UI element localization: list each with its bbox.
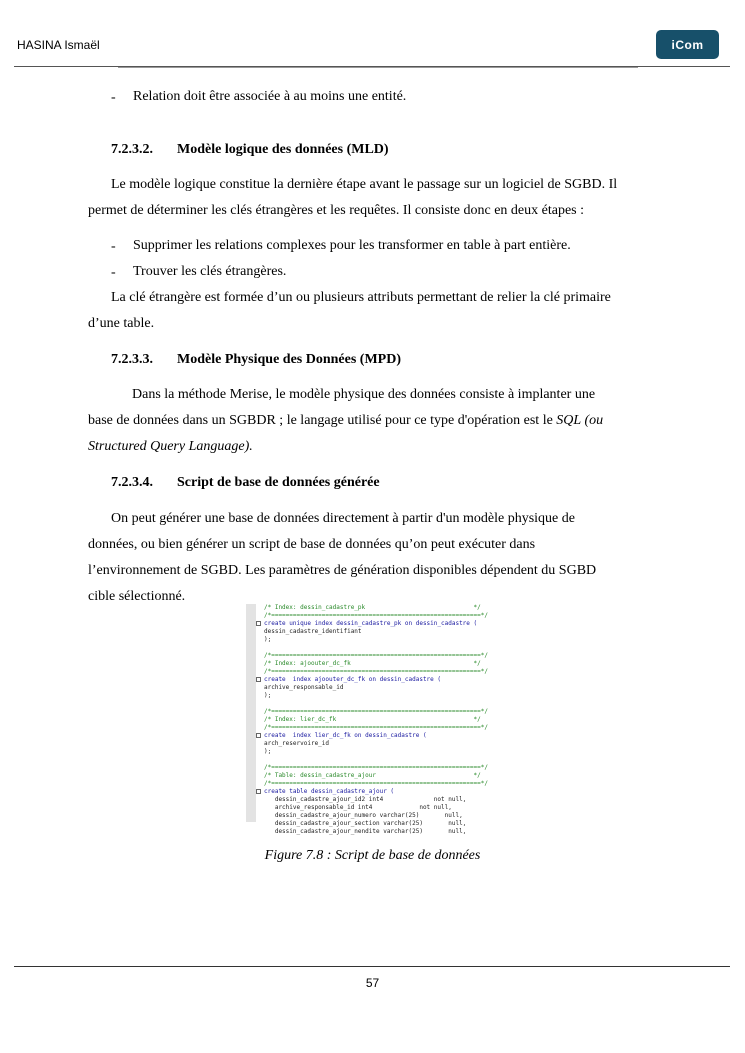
code-line: dessin_cadastre_ajour_section varchar(25) null, <box>264 820 467 827</box>
code-line: /*==========================================================*/ <box>264 780 488 787</box>
bullet-text: Trouver les clés étrangères. <box>133 264 287 279</box>
bullet-dash: - <box>111 239 116 254</box>
section-heading-mpd <box>111 352 401 368</box>
page-number: 57 <box>365 976 380 990</box>
paragraph-text: base de données dans un SGBDR ; le langage utilisé pour ce type d'opération est le <box>88 413 557 428</box>
code-line: create index lier_dc_fk on dessin_cadastre ( <box>256 732 507 740</box>
code-line <box>256 756 507 764</box>
footer-divider <box>14 966 730 967</box>
figure-caption: Figure 7.8 : Script de base de données <box>264 848 481 863</box>
code-line: /* Table: dessin_cadastre_ajour */ <box>264 772 481 779</box>
code-line: /* Index: ajoouter_dc_fk */ <box>264 660 481 667</box>
code-line: dessin_cadastre_ajour_id2 int4 not null, <box>264 796 467 803</box>
code-line: create unique index dessin_cadastre_pk on dessin_cadastre ( <box>256 620 507 628</box>
header-author: HASINA Ismaël <box>17 38 100 52</box>
code-line: archive_responsable_id int4 not null, <box>264 804 452 811</box>
fold-toggle-icon <box>256 677 261 682</box>
section-title: Script de base de données générée <box>177 475 380 490</box>
sql-script-screenshot <box>246 604 507 835</box>
code-line: arch_reservoire_id <box>264 740 330 747</box>
bullet-dash: - <box>111 90 116 105</box>
code-line: /*==========================================================*/ <box>264 708 488 715</box>
code-line: /*==========================================================*/ <box>264 652 488 659</box>
bullet-text: Relation doit être associée à au moins une entité. <box>133 89 407 104</box>
paragraph-line: données, ou bien générer un script de base de données qu’on peut exécuter dans <box>88 537 536 552</box>
fold-toggle-icon <box>256 733 261 738</box>
section-heading-script <box>111 475 380 491</box>
fold-toggle-icon <box>256 621 261 626</box>
paragraph-line: On peut générer une base de données directement à partir d'un modèle physique de <box>111 511 575 526</box>
italic-term: SQL (ou <box>556 413 604 428</box>
bullet-dash: - <box>111 265 116 280</box>
company-logo: iCom <box>656 30 719 59</box>
paragraph-line: cible sélectionné. <box>88 589 186 604</box>
header-divider-shadow <box>118 67 638 68</box>
code-line: /*==========================================================*/ <box>264 724 488 731</box>
section-title: Modèle logique des données (MLD) <box>177 142 389 157</box>
code-line: /*==========================================================*/ <box>264 764 488 771</box>
paragraph-line: Le modèle logique constitue la dernière étape avant le passage sur un logiciel de SGBD. Il <box>111 177 618 192</box>
paragraph-line: Dans la méthode Merise, le modèle physique des données consiste à implanter une <box>132 387 596 402</box>
code-line: archive_responsable_id <box>264 684 344 691</box>
paragraph-line: l’environnement de SGBD. Les paramètres de génération disponibles dépendent du SGBD <box>88 563 597 578</box>
code-line: create table dessin_cadastre_ajour ( <box>256 788 507 796</box>
paragraph-line <box>88 408 603 434</box>
paragraph-line: La clé étrangère est formée d’un ou plusieurs attributs permettant de relier la clé primaire <box>111 290 611 305</box>
section-heading-mld <box>111 142 389 158</box>
code-line <box>256 644 507 652</box>
bullet-text: Supprimer les relations complexes pour les transformer en table à part entière. <box>133 238 571 253</box>
code-line: /*==========================================================*/ <box>264 612 488 619</box>
paragraph-line: d’une table. <box>88 316 155 331</box>
code-line: /*==========================================================*/ <box>264 668 488 675</box>
section-number: 7.2.3.4. <box>111 475 153 490</box>
paragraph-line: Structured Query Language). <box>88 439 253 454</box>
code-line: ); <box>264 636 272 643</box>
code-line: ); <box>264 692 272 699</box>
paragraph-line: permet de déterminer les clés étrangères et les requêtes. Il consiste donc en deux étapes : <box>88 203 585 218</box>
code-line: /* Index: lier_dc_fk */ <box>264 716 481 723</box>
section-number: 7.2.3.2. <box>111 142 153 157</box>
fold-toggle-icon <box>256 789 261 794</box>
code-line: dessin_cadastre_ajour_numero varchar(25) null, <box>264 812 463 819</box>
code-line: ); <box>264 748 272 755</box>
code-line: /* Index: dessin_cadastre_pk */ <box>264 604 481 611</box>
code-line <box>256 700 507 708</box>
code-line: create index ajoouter_dc_fk on dessin_cadastre ( <box>256 676 507 684</box>
code-line: dessin_cadastre_ajour_nendite varchar(25) null, <box>264 828 467 835</box>
section-number: 7.2.3.3. <box>111 352 153 367</box>
code-line: dessin_cadastre_identifiant <box>264 628 362 635</box>
section-title: Modèle Physique des Données (MPD) <box>177 352 401 367</box>
